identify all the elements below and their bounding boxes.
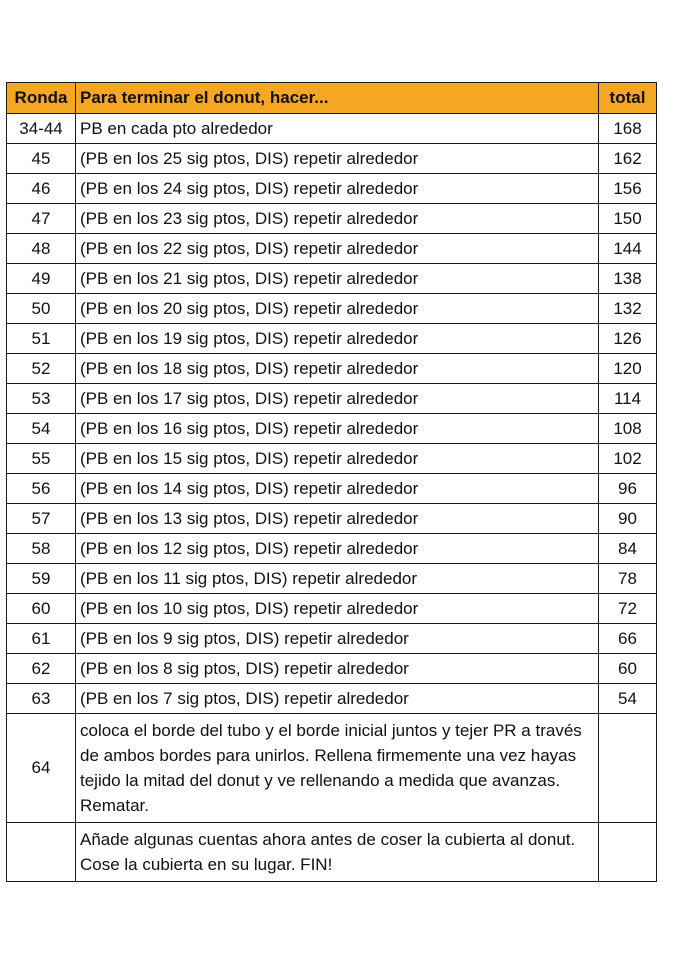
total-cell: 66 [599,624,657,654]
instruction-cell: (PB en los 8 sig ptos, DIS) repetir alrededor [76,654,599,684]
total-cell: 72 [599,594,657,624]
round-cell: 50 [7,294,76,324]
instruction-cell: (PB en los 18 sig ptos, DIS) repetir alrededor [76,354,599,384]
table-row [7,324,657,354]
total-cell: 132 [599,294,657,324]
table-row [7,564,657,594]
total-cell: 78 [599,564,657,594]
instruction-cell: PB en cada pto alrededor [76,114,599,144]
total-cell: 144 [599,234,657,264]
round-cell: 53 [7,384,76,414]
total-cell: 162 [599,144,657,174]
total-cell: 114 [599,384,657,414]
total-cell: 102 [599,444,657,474]
table-row [7,414,657,444]
table-row [7,444,657,474]
round-cell: 34-44 [7,114,76,144]
instruction-cell: coloca el borde del tubo y el borde inicial juntos y tejer PR a través de ambos bordes para unirlos. Rellena firmemente una vez hayas tejido la mitad del donut y ve rellenando a medida que avanzas. Rematar. [76,714,599,823]
round-cell: 52 [7,354,76,384]
round-cell: 46 [7,174,76,204]
instruction-cell: (PB en los 7 sig ptos, DIS) repetir alrededor [76,684,599,714]
total-cell: 156 [599,174,657,204]
total-cell: 60 [599,654,657,684]
table-header-row [7,83,657,114]
round-cell: 59 [7,564,76,594]
round-cell: 58 [7,534,76,564]
table-row [7,144,657,174]
header-total: total [599,83,657,114]
table-row [7,294,657,324]
total-cell: 120 [599,354,657,384]
instruction-cell: (PB en los 21 sig ptos, DIS) repetir alrededor [76,264,599,294]
round-cell: 60 [7,594,76,624]
total-cell [599,714,657,823]
instruction-cell: (PB en los 14 sig ptos, DIS) repetir alrededor [76,474,599,504]
instruction-cell: (PB en los 15 sig ptos, DIS) repetir alrededor [76,444,599,474]
header-instruction: Para terminar el donut, hacer... [76,83,599,114]
round-cell: 47 [7,204,76,234]
table-row [7,823,657,882]
instruction-cell: Añade algunas cuentas ahora antes de coser la cubierta al donut. Cose la cubierta en su lugar. FIN! [76,823,599,882]
instruction-cell: (PB en los 22 sig ptos, DIS) repetir alrededor [76,234,599,264]
round-cell: 45 [7,144,76,174]
round-cell: 51 [7,324,76,354]
round-cell: 57 [7,504,76,534]
total-cell: 126 [599,324,657,354]
instruction-cell: (PB en los 19 sig ptos, DIS) repetir alrededor [76,324,599,354]
round-cell: 49 [7,264,76,294]
instruction-cell: (PB en los 25 sig ptos, DIS) repetir alrededor [76,144,599,174]
round-cell [7,823,76,882]
round-cell: 61 [7,624,76,654]
table-row [7,234,657,264]
total-cell [599,823,657,882]
table-row [7,114,657,144]
round-cell: 55 [7,444,76,474]
table-body [7,114,657,882]
total-cell: 54 [599,684,657,714]
instruction-cell: (PB en los 23 sig ptos, DIS) repetir alrededor [76,204,599,234]
instruction-cell: (PB en los 9 sig ptos, DIS) repetir alrededor [76,624,599,654]
table-row [7,684,657,714]
instruction-cell: (PB en los 12 sig ptos, DIS) repetir alrededor [76,534,599,564]
pattern-table [6,82,657,882]
instruction-cell: (PB en los 16 sig ptos, DIS) repetir alrededor [76,414,599,444]
round-cell: 54 [7,414,76,444]
instruction-cell: (PB en los 24 sig ptos, DIS) repetir alrededor [76,174,599,204]
total-cell: 84 [599,534,657,564]
instruction-cell: (PB en los 13 sig ptos, DIS) repetir alrededor [76,504,599,534]
table-row [7,594,657,624]
header-round: Ronda [7,83,76,114]
table-row [7,504,657,534]
total-cell: 168 [599,114,657,144]
table-row [7,354,657,384]
round-cell: 62 [7,654,76,684]
table-row [7,264,657,294]
table-row [7,534,657,564]
total-cell: 150 [599,204,657,234]
table-row [7,174,657,204]
instruction-cell: (PB en los 17 sig ptos, DIS) repetir alrededor [76,384,599,414]
total-cell: 96 [599,474,657,504]
total-cell: 108 [599,414,657,444]
round-cell: 56 [7,474,76,504]
instruction-cell: (PB en los 10 sig ptos, DIS) repetir alrededor [76,594,599,624]
round-cell: 48 [7,234,76,264]
round-cell: 64 [7,714,76,823]
total-cell: 138 [599,264,657,294]
table-row [7,384,657,414]
table-row [7,204,657,234]
table-row [7,624,657,654]
total-cell: 90 [599,504,657,534]
round-cell: 63 [7,684,76,714]
table-row [7,474,657,504]
table-row [7,654,657,684]
instruction-cell: (PB en los 11 sig ptos, DIS) repetir alrededor [76,564,599,594]
table-row [7,714,657,823]
instruction-cell: (PB en los 20 sig ptos, DIS) repetir alrededor [76,294,599,324]
